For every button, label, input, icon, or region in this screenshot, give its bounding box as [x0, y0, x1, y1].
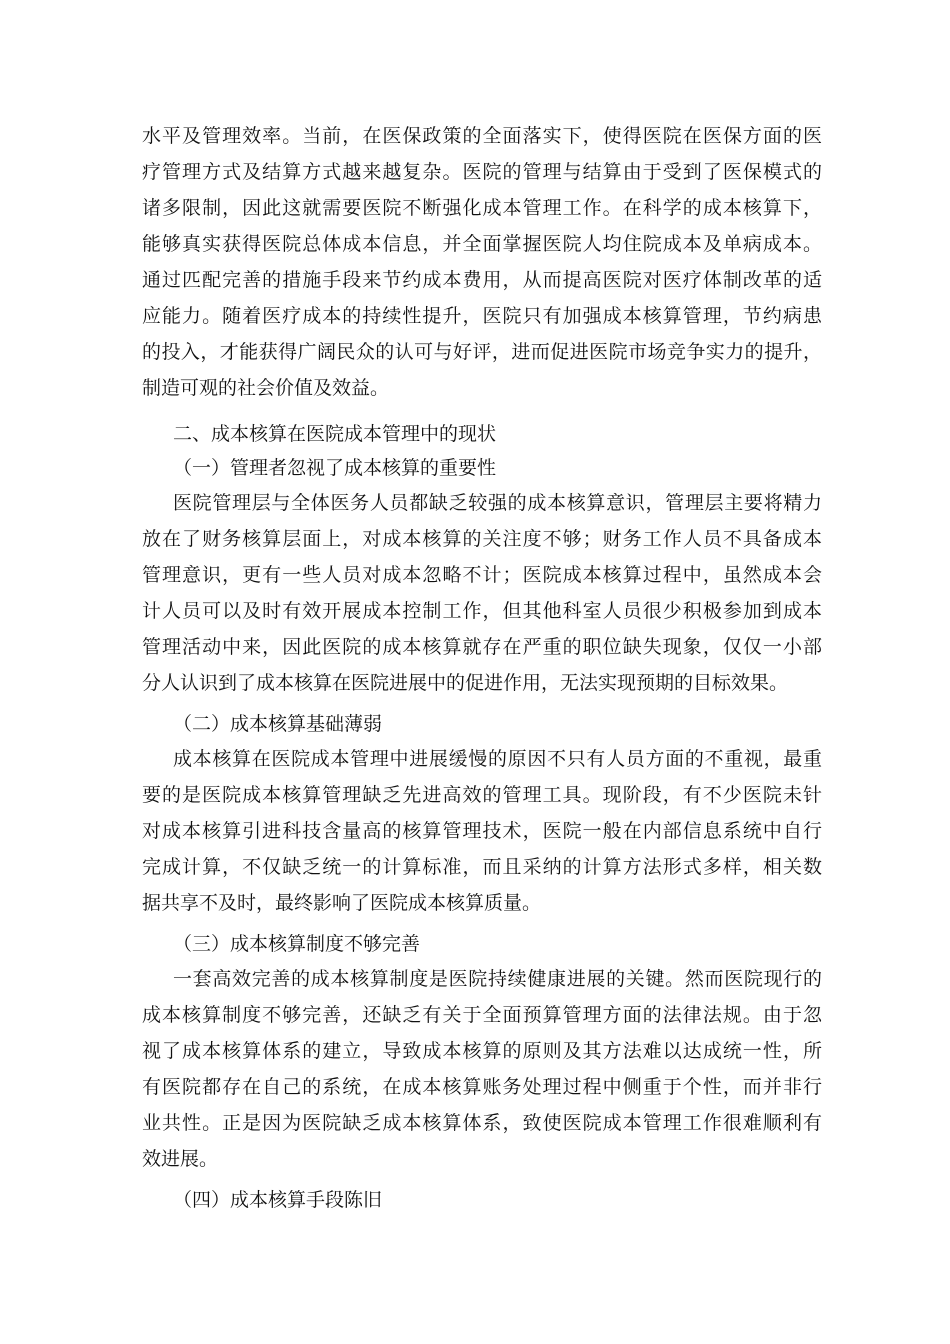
- section-heading-2: 二、成本核算在医院成本管理中的现状: [173, 423, 497, 445]
- paragraph-2-line-2: 要的是医院成本核算管理缺乏先进高效的管理工具。现阶段，有不少医院未针: [142, 784, 822, 806]
- paragraph-3-line-5: 业共性。正是因为医院缺乏成本核算体系，致使医院成本管理工作很难顺利有: [142, 1112, 822, 1134]
- paragraph-3-line-4: 有医院都存在自己的系统，在成本核算账务处理过程中侧重于个性，而并非行: [142, 1076, 822, 1098]
- paragraph-intro-line-6: 应能力。随着医疗成本的持续性提升，医院只有加强成本核算管理，节约病患: [142, 305, 822, 327]
- paragraph-1-line-3: 管理意识，更有一些人员对成本忽略不计；医院成本核算过程中，虽然成本会: [142, 564, 822, 586]
- paragraph-1-line-2: 放在了财务核算层面上，对成本核算的关注度不够；财务工作人员不具备成本: [142, 528, 822, 550]
- subheading-2: （二）成本核算基础薄弱: [173, 713, 383, 735]
- paragraph-1-line-5: 管理活动中来，因此医院的成本核算就存在严重的职位缺失现象，仅仅一小部: [142, 636, 822, 658]
- paragraph-intro-line-5: 通过匹配完善的措施手段来节约成本费用，从而提高医院对医疗体制改革的适: [142, 269, 822, 291]
- paragraph-2-line-1: 成本核算在医院成本管理中进展缓慢的原因不只有人员方面的不重视，最重: [173, 748, 822, 770]
- paragraph-intro-line-1: 水平及管理效率。当前，在医保政策的全面落实下，使得医院在医保方面的医: [142, 125, 822, 147]
- paragraph-3-line-3: 视了成本核算体系的建立，导致成本核算的原则及其方法难以达成统一性，所: [142, 1040, 822, 1062]
- paragraph-3-line-6: 效进展。: [142, 1148, 219, 1170]
- paragraph-1-line-6: 分人认识到了成本核算在医院进展中的促进作用，无法实现预期的目标效果。: [142, 672, 789, 694]
- subheading-3: （三）成本核算制度不够完善: [173, 933, 421, 955]
- paragraph-intro-line-4: 能够真实获得医院总体成本信息，并全面掌握医院人均住院成本及单病成本。: [142, 233, 822, 255]
- paragraph-2-line-4: 完成计算，不仅缺乏统一的计算标准，而且采纳的计算方法形式多样，相关数: [142, 856, 822, 878]
- paragraph-intro-line-2: 疗管理方式及结算方式越来越复杂。医院的管理与结算由于受到了医保模式的: [142, 161, 822, 183]
- subheading-1: （一）管理者忽视了成本核算的重要性: [173, 457, 497, 479]
- paragraph-2-line-3: 对成本核算引进科技含量高的核算管理技术，医院一般在内部信息系统中自行: [142, 820, 822, 842]
- paragraph-1-line-1: 医院管理层与全体医务人员都缺乏较强的成本核算意识，管理层主要将精力: [173, 492, 822, 514]
- subheading-4: （四）成本核算手段陈旧: [173, 1189, 383, 1211]
- paragraph-intro-line-7: 的投入，才能获得广阔民众的认可与好评，进而促进医院市场竞争实力的提升，: [142, 341, 822, 363]
- paragraph-1-line-4: 计人员可以及时有效开展成本控制工作，但其他科室人员很少积极参加到成本: [142, 600, 822, 622]
- paragraph-2-line-5: 据共享不及时，最终影响了医院成本核算质量。: [142, 892, 542, 914]
- paragraph-intro-line-8: 制造可观的社会价值及效益。: [142, 377, 390, 399]
- paragraph-3-line-1: 一套高效完善的成本核算制度是医院持续健康进展的关键。然而医院现行的: [173, 968, 822, 990]
- paragraph-intro-line-3: 诸多限制，因此这就需要医院不断强化成本管理工作。在科学的成本核算下，: [142, 197, 822, 219]
- paragraph-3-line-2: 成本核算制度不够完善，还缺乏有关于全面预算管理方面的法律法规。由于忽: [142, 1004, 822, 1026]
